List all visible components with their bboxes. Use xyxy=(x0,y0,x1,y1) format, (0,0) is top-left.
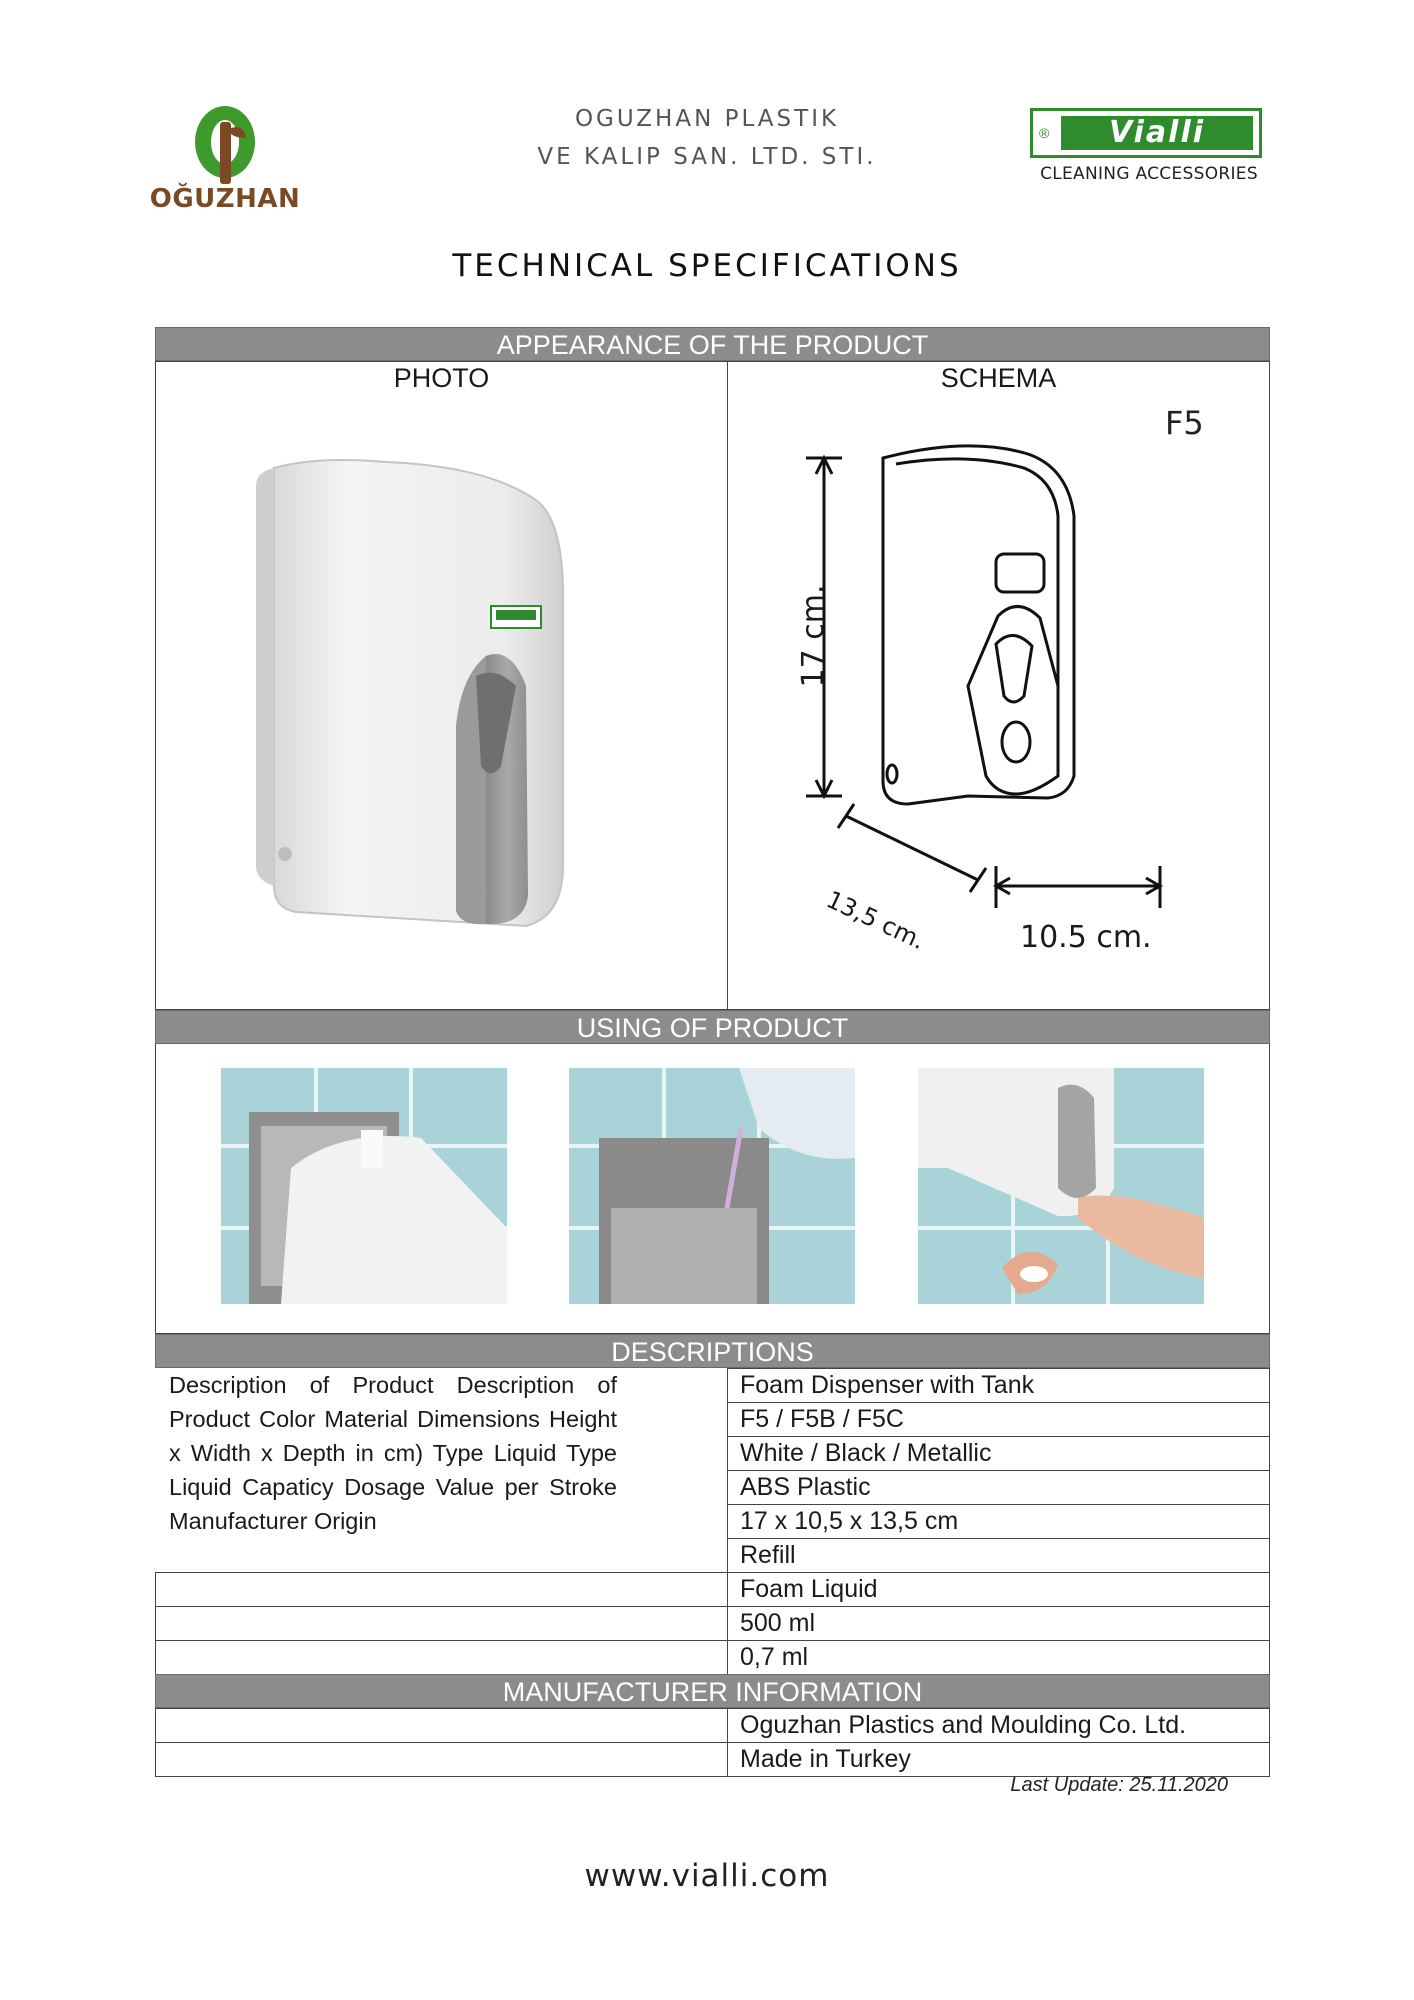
dispenser-photo xyxy=(156,396,727,1008)
value-color: White / Black / Metallic xyxy=(727,1436,1270,1471)
registered-icon: ® xyxy=(1039,125,1050,141)
photo-cell xyxy=(155,396,728,1010)
schema-height-label: 17 cm. xyxy=(796,584,831,688)
value-product-description: Foam Dispenser with Tank xyxy=(727,1368,1270,1403)
usage-step-refill xyxy=(569,1068,855,1304)
photo-header: PHOTO xyxy=(155,361,728,397)
vialli-logo xyxy=(1026,108,1272,194)
value-origin: Made in Turkey xyxy=(727,1742,1270,1777)
company-line-1: OGUZHAN PLASTIK xyxy=(574,106,840,132)
dispenser-schema-drawing xyxy=(728,396,1269,1008)
usage-step-dispense xyxy=(918,1068,1204,1304)
schema-header: SCHEMA xyxy=(727,361,1270,397)
schema-depth-label: 13,5 cm. xyxy=(822,885,930,956)
vialli-logo-text: Vialli xyxy=(1061,116,1253,150)
model-label: F5 xyxy=(1165,404,1204,442)
section-descriptions-title: DESCRIPTIONS xyxy=(155,1334,1270,1368)
last-update: Last Update: 25.11.2020 xyxy=(1010,1774,1228,1796)
label-row-blank xyxy=(155,1640,728,1675)
value-dosage: 0,7 ml xyxy=(727,1640,1270,1675)
value-liquid-type: Foam Liquid xyxy=(727,1572,1270,1607)
schema-width-label: 10.5 cm. xyxy=(1020,920,1152,955)
company-line-2: VE KALIP SAN. LTD. STI. xyxy=(537,144,877,170)
label-row-blank xyxy=(155,1606,728,1641)
label-row-blank xyxy=(155,1708,728,1743)
label-row-blank xyxy=(155,1572,728,1607)
value-material: ABS Plastic xyxy=(727,1470,1270,1505)
oguzhan-brand-text: OĞUZHAN xyxy=(149,184,301,214)
value-liquid-capacity: 500 ml xyxy=(727,1606,1270,1641)
value-product: F5 / F5B / F5C xyxy=(727,1402,1270,1437)
footer-website-link[interactable]: www.vialli.com xyxy=(584,1858,830,1894)
value-type: Refill xyxy=(727,1538,1270,1573)
usage-step-open-cover xyxy=(221,1068,507,1304)
value-dimensions: 17 x 10,5 x 13,5 cm xyxy=(727,1504,1270,1539)
vialli-logo-frame xyxy=(1030,108,1262,158)
using-cell xyxy=(155,1044,1270,1334)
section-appearance-title: APPEARANCE OF THE PRODUCT xyxy=(155,327,1270,361)
label-row-blank xyxy=(155,1742,728,1777)
schema-cell xyxy=(727,396,1270,1010)
page-title: TECHNICAL SPECIFICATIONS xyxy=(452,248,962,284)
description-labels: Description of Product Description of Product Color Material Dimensions Height x Width x Depth in cm) Type Liquid Type Liquid Capaticy Dosage Value per Stroke Manufacturer Origin xyxy=(169,1372,617,1534)
section-using-title: USING OF PRODUCT xyxy=(155,1010,1270,1044)
value-manufacturer: Oguzhan Plastics and Moulding Co. Ltd. xyxy=(727,1708,1270,1743)
description-labels-column xyxy=(155,1368,728,1674)
section-manufacturer-title: MANUFACTURER INFORMATION xyxy=(155,1674,1270,1708)
vialli-tagline: CLEANING ACCESSORIES xyxy=(1040,164,1258,184)
